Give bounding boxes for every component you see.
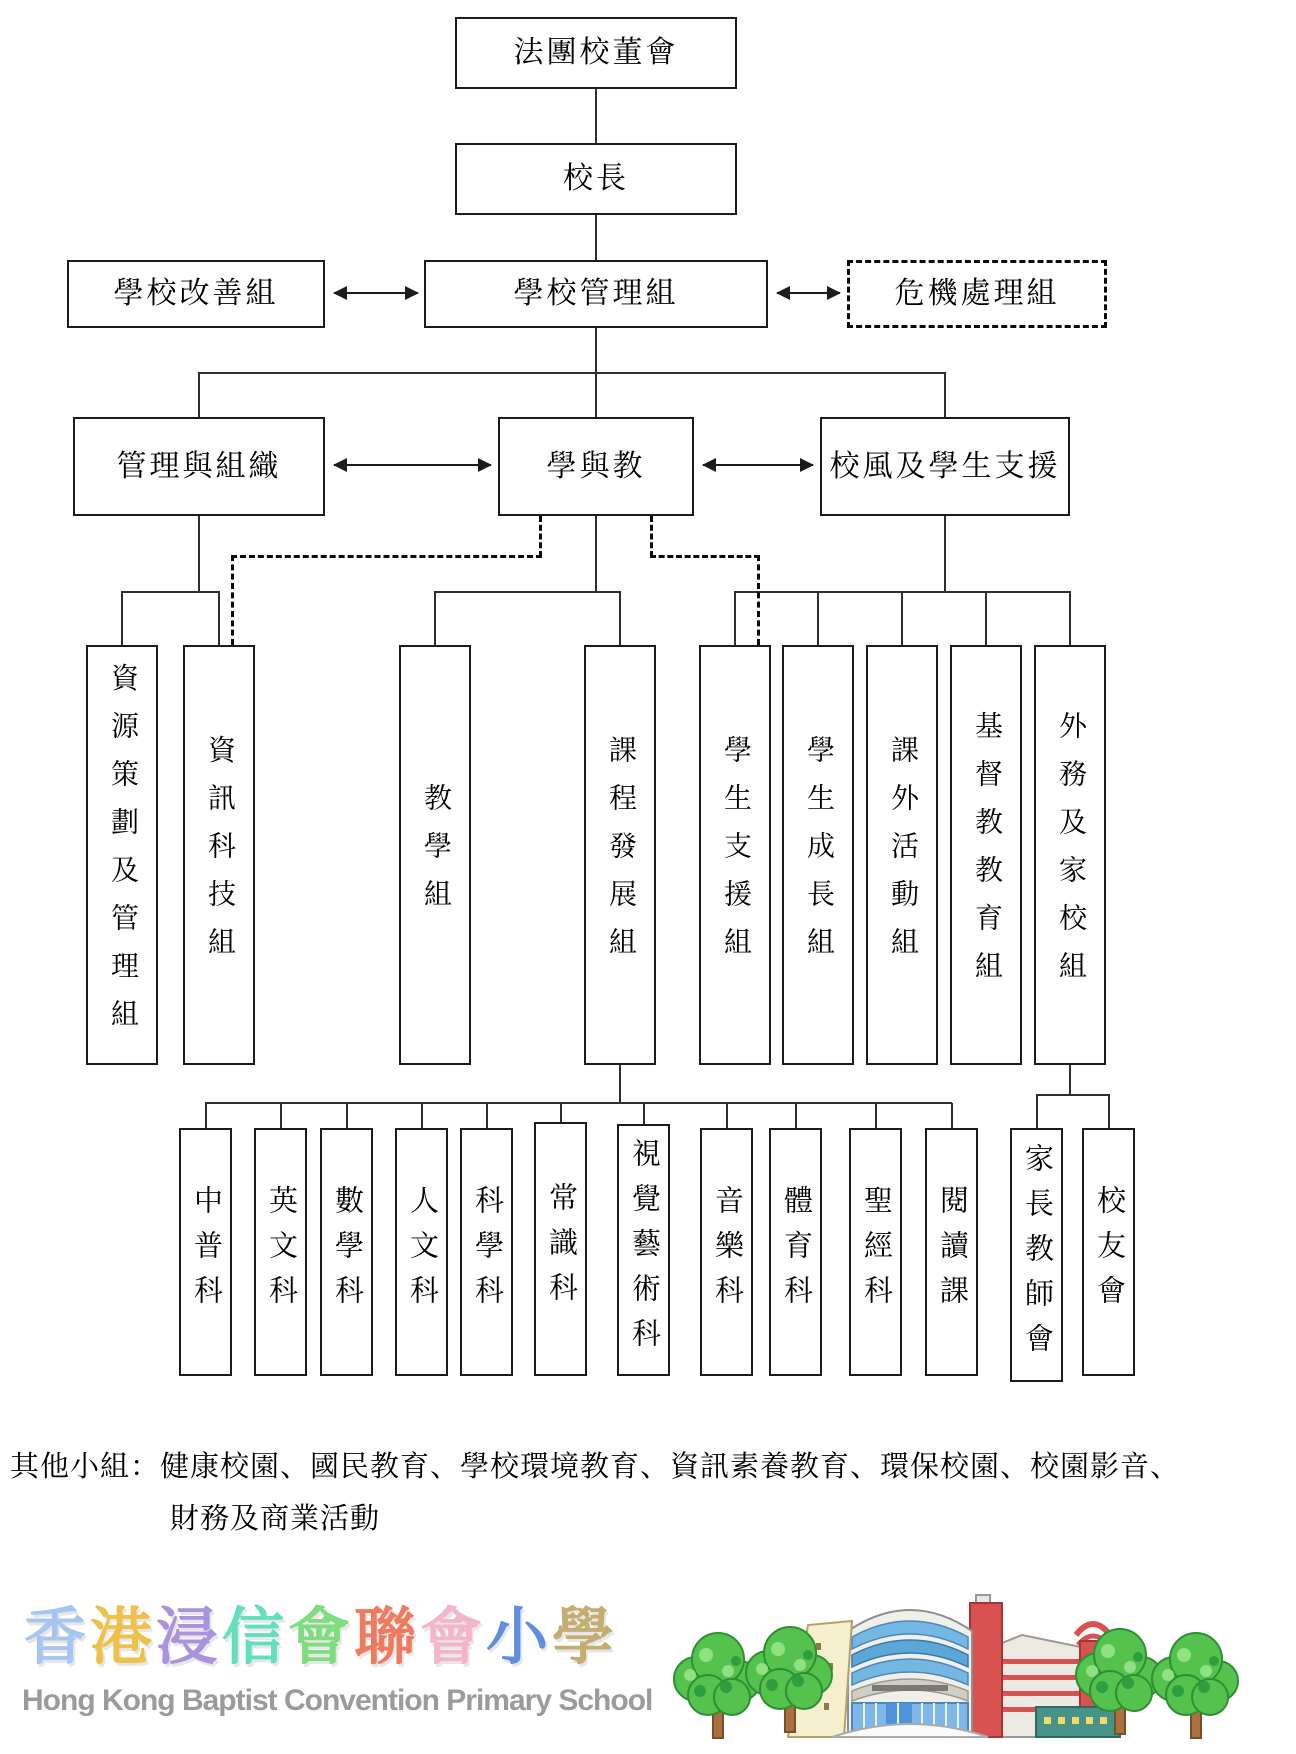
alumni-box — [1082, 1128, 1135, 1376]
principal-box — [455, 143, 737, 215]
team-label: 基督教教育組 — [971, 711, 1002, 999]
two-way-arrow — [703, 464, 813, 466]
school-building-illustration — [640, 1585, 1296, 1754]
connector-drop — [951, 1103, 953, 1128]
subject-label: 中普科 — [190, 1184, 222, 1320]
subject-box-pe — [769, 1128, 822, 1376]
school-management-box — [424, 260, 768, 328]
connector-drop — [198, 373, 200, 417]
pta-label: 家長教師會 — [1021, 1142, 1053, 1368]
connector-drop — [421, 1103, 423, 1128]
team-label: 資訊科技組 — [204, 735, 235, 975]
connector-drop — [795, 1103, 797, 1128]
connector-management-rail — [595, 328, 597, 373]
subject-box-music — [700, 1128, 753, 1376]
other-teams-note-line1: 其他小組：健康校園、國民教育、學校環境教育、資訊素養教育、環保校園、校園影音、 — [10, 1451, 1181, 1483]
logo-char: 會 — [419, 1600, 482, 1673]
subject-label: 視覺藝術科 — [628, 1137, 660, 1363]
connector-drop — [817, 592, 819, 645]
team-box-resource-planning — [86, 645, 158, 1065]
connector-drop — [901, 592, 903, 645]
connector-drop — [205, 1103, 207, 1128]
connector-principal-management — [595, 215, 597, 260]
subject-label: 英文科 — [265, 1184, 297, 1320]
connector-pta-rail — [1036, 1094, 1110, 1096]
domain-learning-teaching-box — [498, 417, 694, 516]
connector-external-feed — [1069, 1065, 1071, 1095]
connector-drop — [346, 1103, 348, 1128]
school-improvement-label: 學校改善組 — [113, 277, 279, 310]
crisis-management-box — [847, 260, 1107, 328]
team-box-student-support — [699, 645, 771, 1065]
connector-domain2-feed — [595, 516, 597, 592]
connector-drop — [619, 592, 621, 645]
other-teams-note-line2: 財務及商業活動 — [170, 1503, 381, 1535]
subject-label: 人文科 — [406, 1184, 438, 1320]
subject-box-general-studies — [534, 1122, 587, 1376]
connector-drop — [734, 592, 736, 645]
subject-label: 體育科 — [780, 1184, 812, 1320]
team-label: 資源策劃及管理組 — [107, 663, 138, 1047]
two-way-arrow — [334, 464, 491, 466]
logo-char: 港 — [89, 1600, 152, 1673]
team-label: 外務及家校組 — [1055, 711, 1086, 999]
domain-ethos-support-box — [820, 417, 1070, 516]
subject-box-science — [460, 1128, 513, 1376]
connector-drop — [218, 592, 220, 645]
subject-label: 數學科 — [331, 1184, 363, 1320]
domain-label: 校風及學生支援 — [829, 449, 1061, 483]
connector-drop — [486, 1103, 488, 1128]
team-label: 學生成長組 — [803, 735, 834, 975]
domain-label: 學與教 — [546, 449, 646, 483]
school-logo-chinese — [22, 1594, 616, 1680]
subject-label: 聖經科 — [860, 1184, 892, 1320]
team-label: 教學組 — [420, 783, 451, 927]
logo-char: 香 — [23, 1600, 86, 1673]
subject-label: 音樂科 — [711, 1184, 743, 1320]
connector-dashed — [539, 516, 542, 557]
alumni-label: 校友會 — [1093, 1184, 1125, 1320]
school-logo-english: Hong Kong Baptist Convention Primary School — [22, 1684, 653, 1717]
connector-dashed — [757, 555, 760, 645]
team-box-student-growth — [782, 645, 854, 1065]
connector-drop — [280, 1103, 282, 1128]
subject-box-maths — [320, 1128, 373, 1376]
subject-box-english — [254, 1128, 307, 1376]
subject-label: 閱讀課 — [936, 1184, 968, 1320]
principal-label: 校長 — [563, 162, 629, 195]
school-management-label: 學校管理組 — [513, 277, 679, 310]
domain-label: 管理與組織 — [116, 449, 282, 483]
connector-drop — [1069, 592, 1071, 645]
subject-label: 科學科 — [471, 1184, 503, 1320]
logo-char: 聯 — [353, 1600, 416, 1673]
connector-dashed — [650, 555, 760, 558]
connector-domain1-rail — [121, 591, 220, 593]
team-box-external-home-school — [1034, 645, 1106, 1065]
board-box — [455, 17, 737, 89]
team-box-it — [183, 645, 255, 1065]
board-label: 法團校董會 — [513, 36, 679, 69]
team-box-christian-education — [950, 645, 1022, 1065]
connector-drop — [875, 1103, 877, 1128]
logo-char: 信 — [221, 1600, 284, 1673]
connector-dashed — [231, 555, 234, 645]
subject-box-humanities — [395, 1128, 448, 1376]
connector-drop — [944, 373, 946, 417]
team-box-eca — [866, 645, 938, 1065]
connector-drop — [985, 592, 987, 645]
two-way-arrow — [334, 292, 418, 294]
building-graphic — [788, 1595, 1120, 1737]
connector-board-principal — [595, 89, 597, 143]
logo-char: 會 — [287, 1600, 350, 1673]
connector-domain1-feed — [198, 516, 200, 592]
logo-char: 小 — [485, 1600, 548, 1673]
subject-box-reading — [925, 1128, 978, 1376]
connector-domain3-feed — [944, 516, 946, 592]
subject-label: 常識科 — [545, 1181, 577, 1317]
subject-box-visual-arts — [617, 1124, 670, 1376]
domain-management-organization-box — [73, 417, 325, 516]
pta-box — [1010, 1128, 1063, 1382]
connector-domain2-rail — [434, 591, 621, 593]
connector-drop — [121, 592, 123, 645]
subject-box-chinese-putonghua — [179, 1128, 232, 1376]
connector-drop — [1108, 1095, 1110, 1128]
connector-curriculum-feed — [619, 1065, 621, 1103]
crisis-management-label: 危機處理組 — [894, 277, 1060, 310]
logo-char: 浸 — [155, 1600, 218, 1673]
team-label: 課程發展組 — [605, 735, 636, 975]
connector-drop — [726, 1103, 728, 1128]
connector-domains-rail — [198, 372, 946, 374]
two-way-arrow — [777, 292, 840, 294]
team-label: 課外活動組 — [887, 735, 918, 975]
school-improvement-box — [67, 260, 325, 328]
connector-drop — [434, 592, 436, 645]
team-box-curriculum — [584, 645, 656, 1065]
subject-box-bible — [849, 1128, 902, 1376]
team-label: 學生支援組 — [720, 735, 751, 975]
connector-dashed — [231, 555, 542, 558]
connector-dashed — [650, 516, 653, 557]
connector-drop — [1036, 1095, 1038, 1128]
team-box-teaching — [399, 645, 471, 1065]
connector-subjects-rail — [205, 1102, 952, 1104]
connector-drop — [595, 373, 597, 417]
logo-char: 學 — [551, 1600, 614, 1673]
